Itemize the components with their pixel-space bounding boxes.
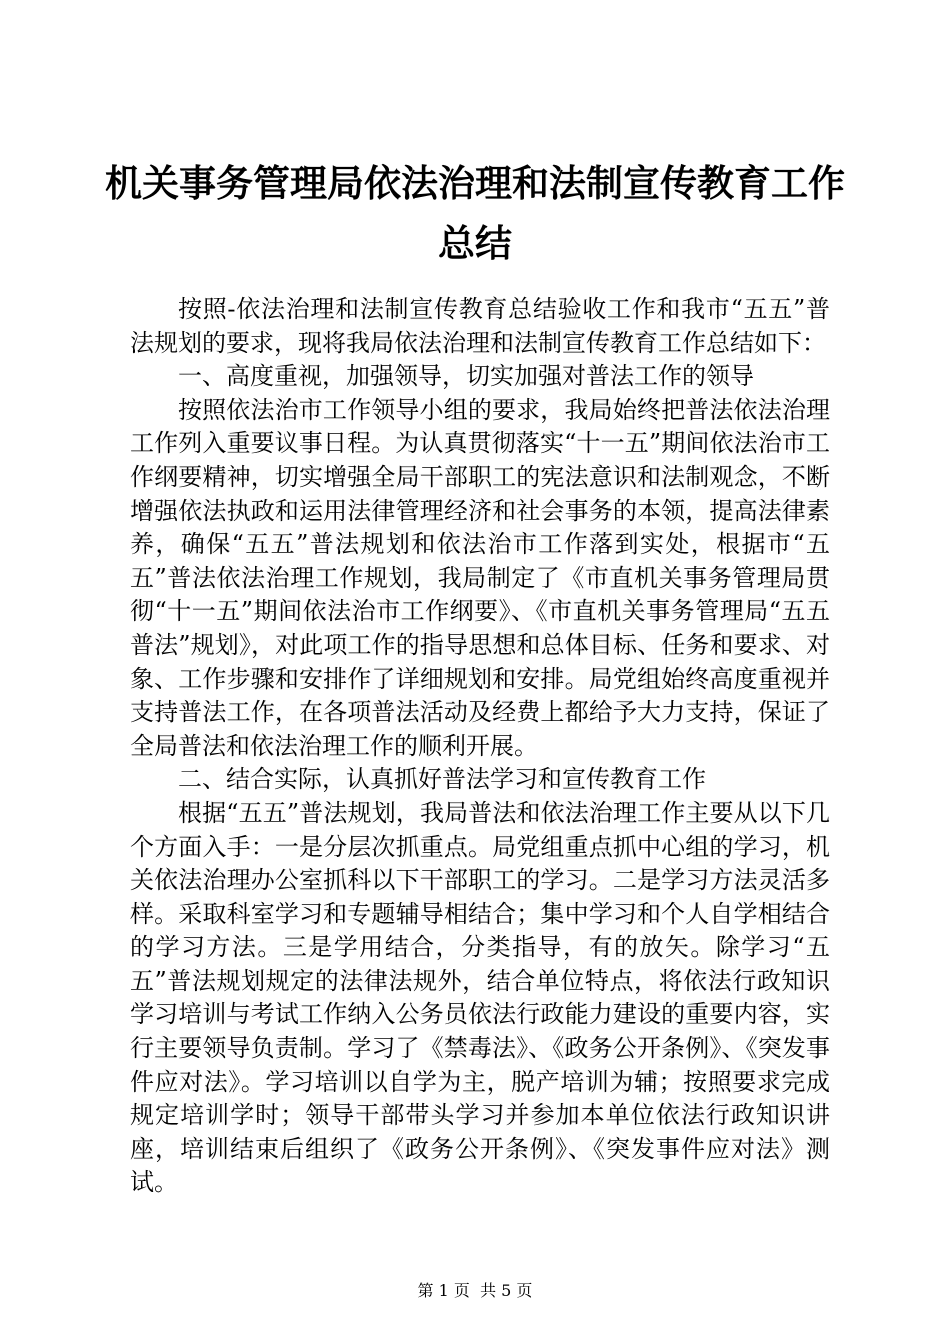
section-1-paragraph: 按照依法治市工作领导小组的要求，我局始终把普法依法治理工作列入重要议事日程。为认真贯彻落实“十一五”期间依法治市工作纲要精神，切实增强全局干部职工的宪法意识和法制观念，不断增强依法执政和运用法律管理经济和社会事务的本领，提高法律素养，确保“五五”普法规划和依法治市工作落到实处，根据市“五五”普法依法治理工作规划，我局制定了《市直机关事务管理局贯彻“十一五”期间依法治市工作纲要》、《市直机关事务管理局“五五普法”规划》，对此项工作的指导思想和总体目标、任务和要求、对象、工作步骤和安排作了详细规划和安排。局党组始终高度重视并支持普法工作，在各项普法活动及经费上都给予大力支持，保证了全局普法和依法治理工作的顺利开展。 xyxy=(130,395,830,760)
section-2-paragraph: 根据“五五”普法规划，我局普法和依法治理工作主要从以下几个方面入手：一是分层次抓重点。局党组重点抓中心组的学习，机关依法治理办公室抓科以下干部职工的学习。二是学习方法灵活多样。采取科室学习和专题辅导相结合；集中学习和个人自学相结合的学习方法。三是学用结合，分类指导，有的放矢。除学习“五五”普法规划规定的法律法规外，结合单位特点，将依法行政知识学习培训与考试工作纳入公务员依法行政能力建设的重要内容，实行主要领导负责制。学习了《禁毒法》、《政务公开条例》、《突发事件应对法》。学习培训以自学为主，脱产培训为辅；按照要求完成规定培训学时；领导干部带头学习并参加本单位依法行政知识讲座，培训结束后组织了《政务公开条例》、《突发事件应对法》测试。 xyxy=(130,798,830,1197)
section-heading-2: 二、结合实际，认真抓好普法学习和宣传教育工作 xyxy=(178,765,706,794)
document-title-line-2: 总结 xyxy=(438,222,512,265)
intro-paragraph: 按照-依法治理和法制宣传教育总结验收工作和我市“五五”普法规划的要求，现将我局依法治理和法制宣传教育工作总结如下： xyxy=(130,295,830,357)
document-body xyxy=(130,293,830,1200)
section-heading-1: 一、高度重视，加强领导，切实加强对普法工作的领导 xyxy=(178,362,754,391)
document-title-line-1: 机关事务管理局依法治理和法制宣传教育工作 xyxy=(105,162,845,205)
page-number-footer: 第 1 页 共 5 页 xyxy=(417,1281,533,1300)
